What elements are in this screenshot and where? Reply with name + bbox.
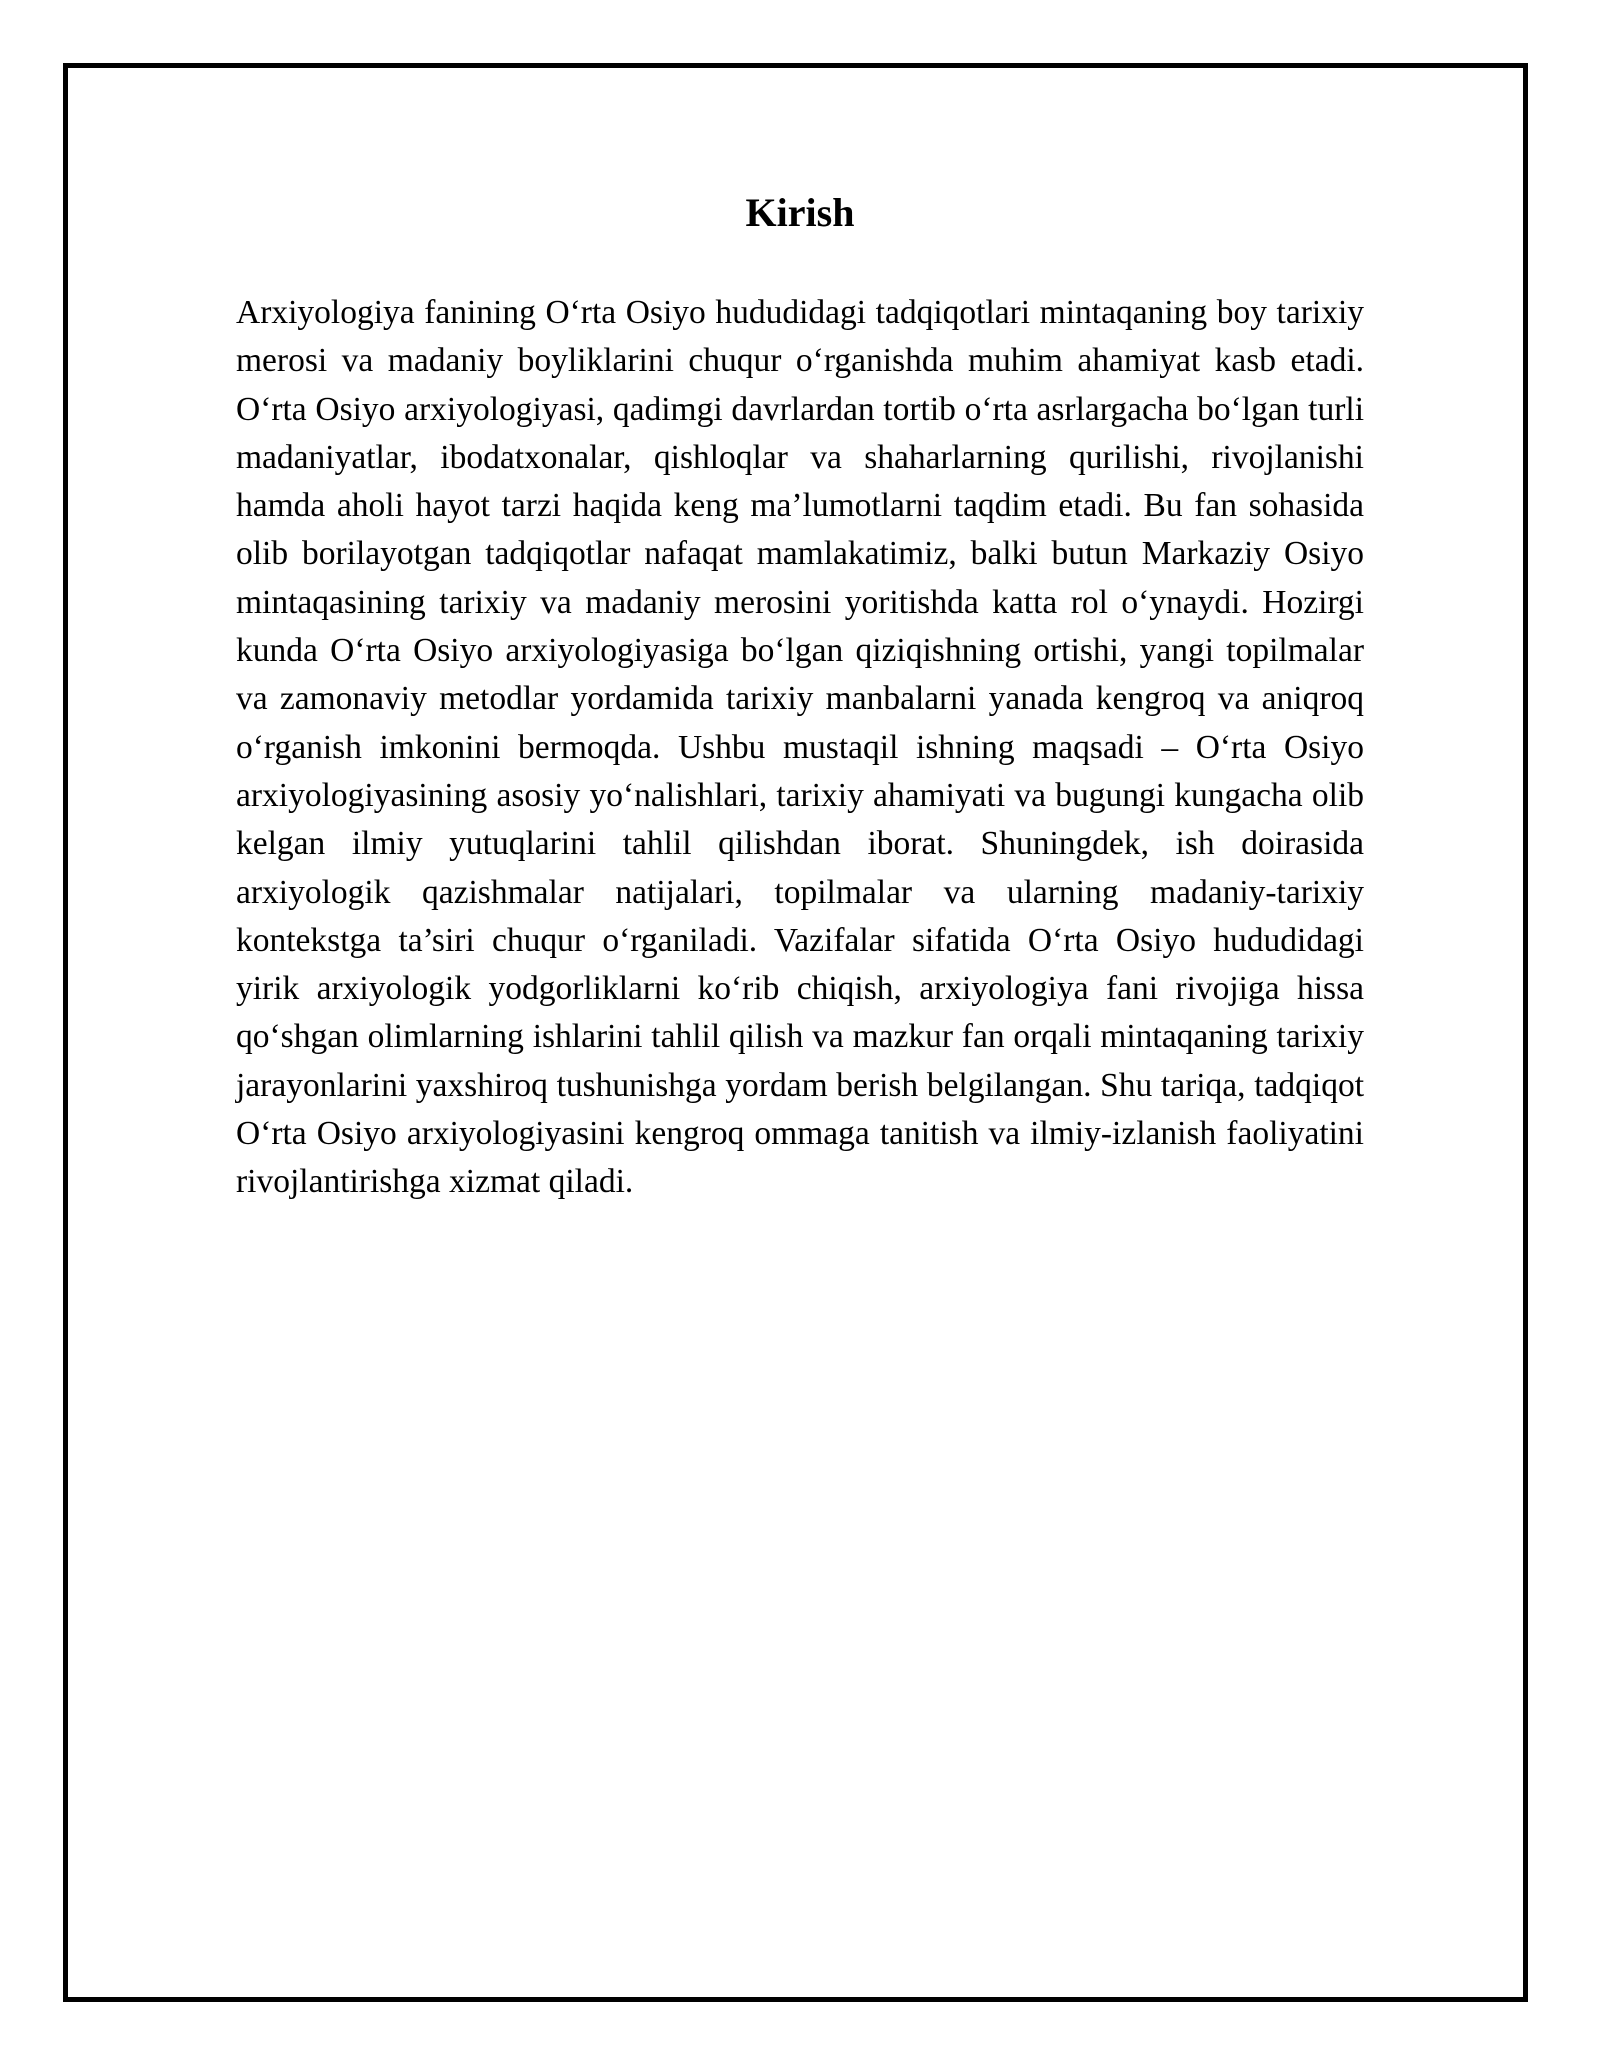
page-title: Kirish — [745, 190, 855, 235]
body-paragraph: Arxiyologiya fanining O‘rta Osiyo hududidagi tadqiqotlari mintaqaning boy tarixiy merosi va madaniy boyliklarini chuqur o‘rganishda muhim ahamiyat kasb etadi. O‘rta Osiyo arxiyologiyasi, qadimgi davrlardan tortib o‘rta asrlargacha bo‘lgan turli madaniyatlar, ibodatxonalar, qishloqlar va shaharlarning qurilishi, rivojlanishi hamda aholi hayot tarzi haqida keng ma’lumotlarni taqdim etadi. Bu fan sohasida olib borilayotgan tadqiqotlar nafaqat mamlakatimiz, balki butun Markaziy Osiyo mintaqasining tarixiy va madaniy merosini yoritishda katta rol o‘ynaydi. Hozirgi kunda O‘rta Osiyo arxiyologiyasiga bo‘lgan qiziqishning ortishi, yangi topilmalar va zamonaviy metodlar yordamida tarixiy manbalarni yanada kengroq va aniqroq o‘rganish imkonini bermoqda. Ushbu mustaqil ishning maqsadi – O‘rta Osiyo arxiyologiyasining asosiy yo‘nalishlari, tarixiy ahamiyati va bugungi kungacha olib kelgan ilmiy yutuqlarini tahlil qilishdan iborat. Shuningdek, ish doirasida arxiyologik qazishmalar natijalari, topilmalar va ularning madaniy-tarixiy kontekstga ta’siri chuqur o‘rganiladi. Vazifalar sifatida O‘rta Osiyo hududidagi yirik arxiyologik yodgorliklarni ko‘rib chiqish, arxiyologiya fani rivojiga hissa qo‘shgan olimlarning ishlarini tahlil qilish va mazkur fan orqali mintaqaning tarixiy jarayonlarini yaxshiroq tushunishga yordam berish belgilangan. Shu tariqa, tadqiqot O‘rta Osiyo arxiyologiyasini kengroq ommaga tanitish va ilmiy-izlanish faoliyatini rivojlantirishga xizmat qiladi. — [236, 294, 1364, 1201]
